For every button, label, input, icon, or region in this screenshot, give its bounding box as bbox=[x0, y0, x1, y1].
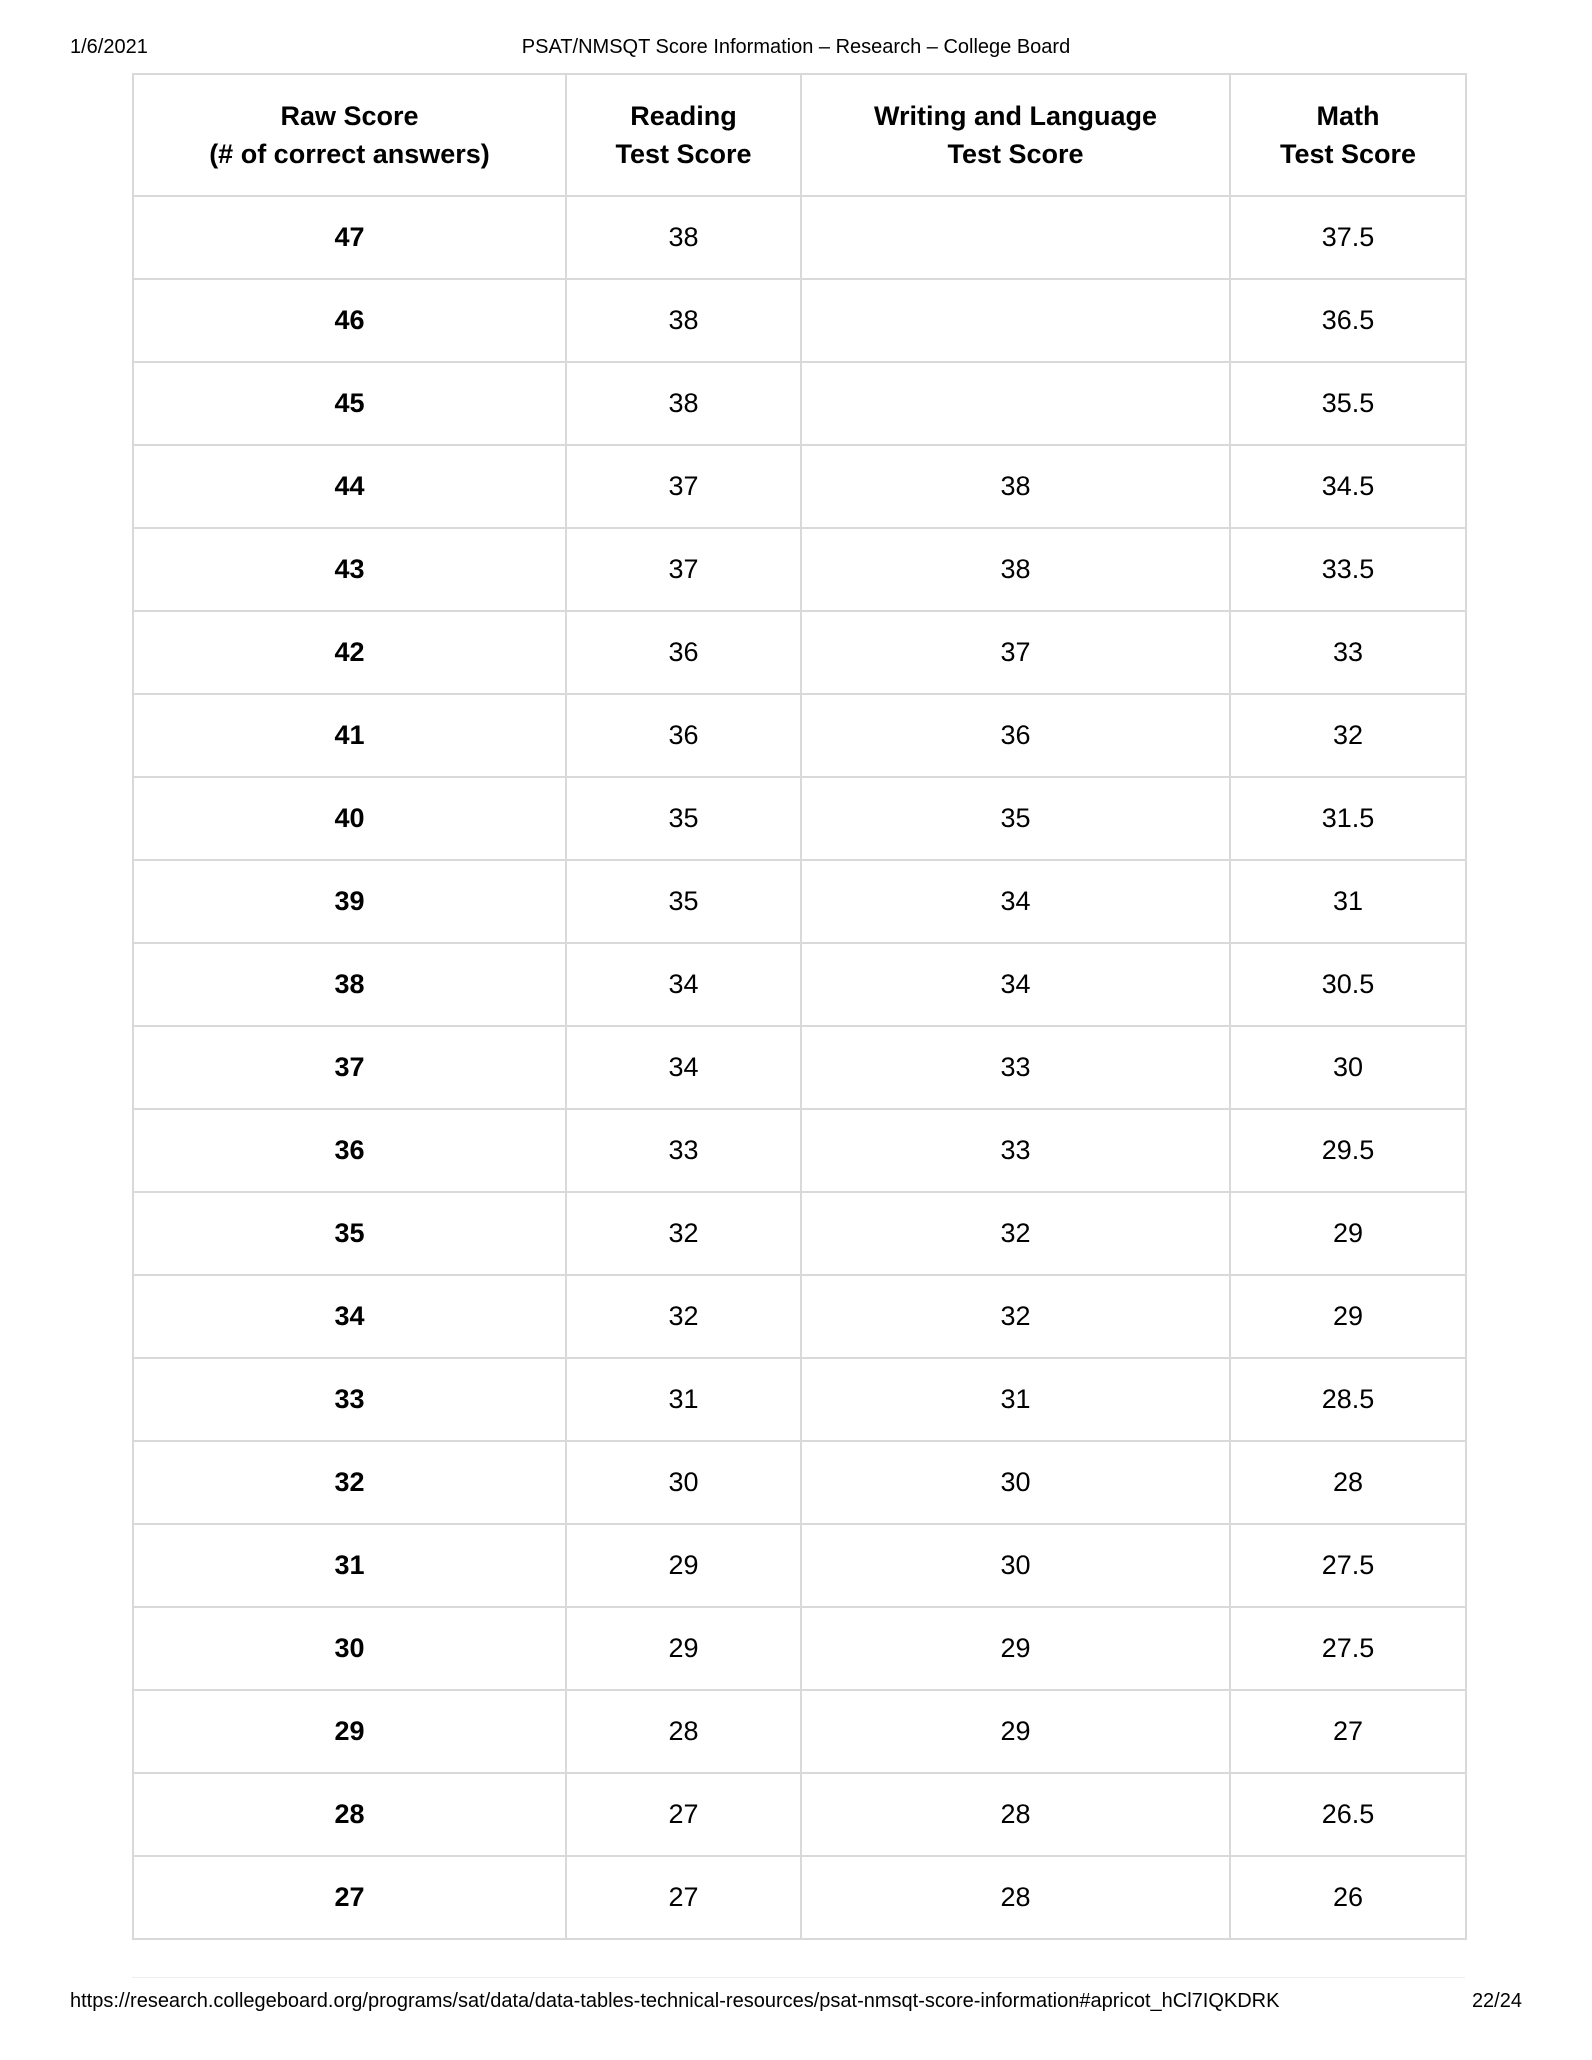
writing-language-score-cell: 30 bbox=[801, 1524, 1230, 1607]
table-row bbox=[133, 445, 1466, 528]
math-score-cell: 29.5 bbox=[1230, 1109, 1466, 1192]
raw-score-cell: 46 bbox=[133, 279, 566, 362]
column-header-line: Writing and Language bbox=[874, 101, 1157, 131]
raw-score-cell: 31 bbox=[133, 1524, 566, 1607]
reading-score-cell: 29 bbox=[566, 1524, 801, 1607]
writing-language-score-cell bbox=[801, 196, 1230, 279]
reading-score-cell: 33 bbox=[566, 1109, 801, 1192]
math-score-cell: 32 bbox=[1230, 694, 1466, 777]
table-row bbox=[133, 1358, 1466, 1441]
table-row bbox=[133, 1192, 1466, 1275]
reading-score-cell: 34 bbox=[566, 1026, 801, 1109]
writing-language-score-cell: 33 bbox=[801, 1109, 1230, 1192]
writing-language-score-header bbox=[801, 74, 1230, 196]
table-row bbox=[133, 1524, 1466, 1607]
table-row bbox=[133, 860, 1466, 943]
math-score-cell: 30.5 bbox=[1230, 943, 1466, 1026]
table-row bbox=[133, 1275, 1466, 1358]
math-score-cell: 33.5 bbox=[1230, 528, 1466, 611]
writing-language-score-cell: 38 bbox=[801, 445, 1230, 528]
reading-score-cell: 28 bbox=[566, 1690, 801, 1773]
reading-score-cell: 38 bbox=[566, 196, 801, 279]
math-score-cell: 26.5 bbox=[1230, 1773, 1466, 1856]
math-score-cell: 30 bbox=[1230, 1026, 1466, 1109]
raw-score-cell: 44 bbox=[133, 445, 566, 528]
column-header-line: (# of correct answers) bbox=[209, 139, 490, 169]
writing-language-score-cell: 34 bbox=[801, 860, 1230, 943]
reading-score-cell: 27 bbox=[566, 1856, 801, 1939]
writing-language-score-cell: 35 bbox=[801, 777, 1230, 860]
reading-score-cell: 37 bbox=[566, 445, 801, 528]
reading-score-cell: 36 bbox=[566, 611, 801, 694]
reading-score-cell: 35 bbox=[566, 860, 801, 943]
reading-score-cell: 36 bbox=[566, 694, 801, 777]
writing-language-score-cell: 32 bbox=[801, 1192, 1230, 1275]
raw-score-cell: 39 bbox=[133, 860, 566, 943]
math-score-cell: 34.5 bbox=[1230, 445, 1466, 528]
table-row bbox=[133, 279, 1466, 362]
math-score-cell: 28 bbox=[1230, 1441, 1466, 1524]
column-header-line: Test Score bbox=[947, 139, 1084, 169]
raw-score-cell: 27 bbox=[133, 1856, 566, 1939]
table-row bbox=[133, 1607, 1466, 1690]
column-header-line: Test Score bbox=[615, 139, 752, 169]
math-score-cell: 27.5 bbox=[1230, 1607, 1466, 1690]
reading-score-cell: 30 bbox=[566, 1441, 801, 1524]
table-body bbox=[133, 196, 1466, 1939]
writing-language-score-cell: 33 bbox=[801, 1026, 1230, 1109]
math-score-cell: 29 bbox=[1230, 1275, 1466, 1358]
raw-score-cell: 29 bbox=[133, 1690, 566, 1773]
writing-language-score-cell bbox=[801, 362, 1230, 445]
reading-score-cell: 27 bbox=[566, 1773, 801, 1856]
reading-score-header bbox=[566, 74, 801, 196]
writing-language-score-cell: 29 bbox=[801, 1690, 1230, 1773]
reading-score-cell: 38 bbox=[566, 279, 801, 362]
math-score-cell: 36.5 bbox=[1230, 279, 1466, 362]
math-score-header bbox=[1230, 74, 1466, 196]
writing-language-score-cell: 28 bbox=[801, 1856, 1230, 1939]
score-table-container bbox=[132, 73, 1465, 1940]
math-score-cell: 31 bbox=[1230, 860, 1466, 943]
math-score-cell: 29 bbox=[1230, 1192, 1466, 1275]
raw-score-cell: 34 bbox=[133, 1275, 566, 1358]
table-row bbox=[133, 528, 1466, 611]
page-title: PSAT/NMSQT Score Information – Research – College Board bbox=[521, 36, 1071, 58]
column-header-line: Reading bbox=[630, 101, 737, 131]
math-score-cell: 28.5 bbox=[1230, 1358, 1466, 1441]
writing-language-score-cell: 29 bbox=[801, 1607, 1230, 1690]
raw-score-cell: 36 bbox=[133, 1109, 566, 1192]
writing-language-score-cell: 30 bbox=[801, 1441, 1230, 1524]
writing-language-score-cell bbox=[801, 279, 1230, 362]
raw-score-cell: 40 bbox=[133, 777, 566, 860]
reading-score-cell: 32 bbox=[566, 1275, 801, 1358]
raw-score-cell: 47 bbox=[133, 196, 566, 279]
math-score-cell: 35.5 bbox=[1230, 362, 1466, 445]
reading-score-cell: 31 bbox=[566, 1358, 801, 1441]
table-row bbox=[133, 1109, 1466, 1192]
math-score-cell: 26 bbox=[1230, 1856, 1466, 1939]
math-score-cell: 31.5 bbox=[1230, 777, 1466, 860]
reading-score-cell: 34 bbox=[566, 943, 801, 1026]
reading-score-cell: 35 bbox=[566, 777, 801, 860]
raw-score-cell: 45 bbox=[133, 362, 566, 445]
table-row bbox=[133, 943, 1466, 1026]
table-row bbox=[133, 1856, 1466, 1939]
raw-score-cell: 38 bbox=[133, 943, 566, 1026]
table-header bbox=[133, 74, 1466, 196]
raw-score-cell: 30 bbox=[133, 1607, 566, 1690]
footer-divider bbox=[132, 1977, 1465, 1978]
reading-score-cell: 37 bbox=[566, 528, 801, 611]
score-conversion-table bbox=[132, 73, 1467, 1940]
raw-score-cell: 33 bbox=[133, 1358, 566, 1441]
table-row bbox=[133, 1690, 1466, 1773]
table-row bbox=[133, 1441, 1466, 1524]
table-row bbox=[133, 694, 1466, 777]
raw-score-cell: 35 bbox=[133, 1192, 566, 1275]
writing-language-score-cell: 37 bbox=[801, 611, 1230, 694]
source-url: https://research.collegeboard.org/programs/sat/data/data-tables-technical-resources/psat-nmsqt-score-information#apricot_hCl7IQKDRK bbox=[70, 1990, 1280, 2012]
raw-score-cell: 32 bbox=[133, 1441, 566, 1524]
math-score-cell: 27.5 bbox=[1230, 1524, 1466, 1607]
math-score-cell: 33 bbox=[1230, 611, 1466, 694]
column-header-line: Raw Score bbox=[280, 101, 419, 131]
print-header bbox=[70, 36, 1522, 62]
raw-score-cell: 43 bbox=[133, 528, 566, 611]
reading-score-cell: 29 bbox=[566, 1607, 801, 1690]
writing-language-score-cell: 28 bbox=[801, 1773, 1230, 1856]
math-score-cell: 27 bbox=[1230, 1690, 1466, 1773]
writing-language-score-cell: 34 bbox=[801, 943, 1230, 1026]
table-row bbox=[133, 362, 1466, 445]
writing-language-score-cell: 31 bbox=[801, 1358, 1230, 1441]
raw-score-cell: 28 bbox=[133, 1773, 566, 1856]
print-footer bbox=[70, 1990, 1522, 2016]
raw-score-cell: 42 bbox=[133, 611, 566, 694]
raw-score-cell: 41 bbox=[133, 694, 566, 777]
reading-score-cell: 32 bbox=[566, 1192, 801, 1275]
table-row bbox=[133, 1026, 1466, 1109]
page-number: 22/24 bbox=[1471, 1990, 1522, 2012]
table-row bbox=[133, 611, 1466, 694]
column-header-line: Test Score bbox=[1279, 139, 1417, 169]
math-score-cell: 37.5 bbox=[1230, 196, 1466, 279]
writing-language-score-cell: 32 bbox=[801, 1275, 1230, 1358]
header-row bbox=[133, 74, 1466, 196]
column-header-line: Math bbox=[1316, 101, 1380, 131]
raw-score-header bbox=[133, 74, 566, 196]
table-row bbox=[133, 777, 1466, 860]
print-date: 1/6/2021 bbox=[70, 36, 148, 58]
writing-language-score-cell: 38 bbox=[801, 528, 1230, 611]
reading-score-cell: 38 bbox=[566, 362, 801, 445]
raw-score-cell: 37 bbox=[133, 1026, 566, 1109]
writing-language-score-cell: 36 bbox=[801, 694, 1230, 777]
table-row bbox=[133, 1773, 1466, 1856]
table-row bbox=[133, 196, 1466, 279]
